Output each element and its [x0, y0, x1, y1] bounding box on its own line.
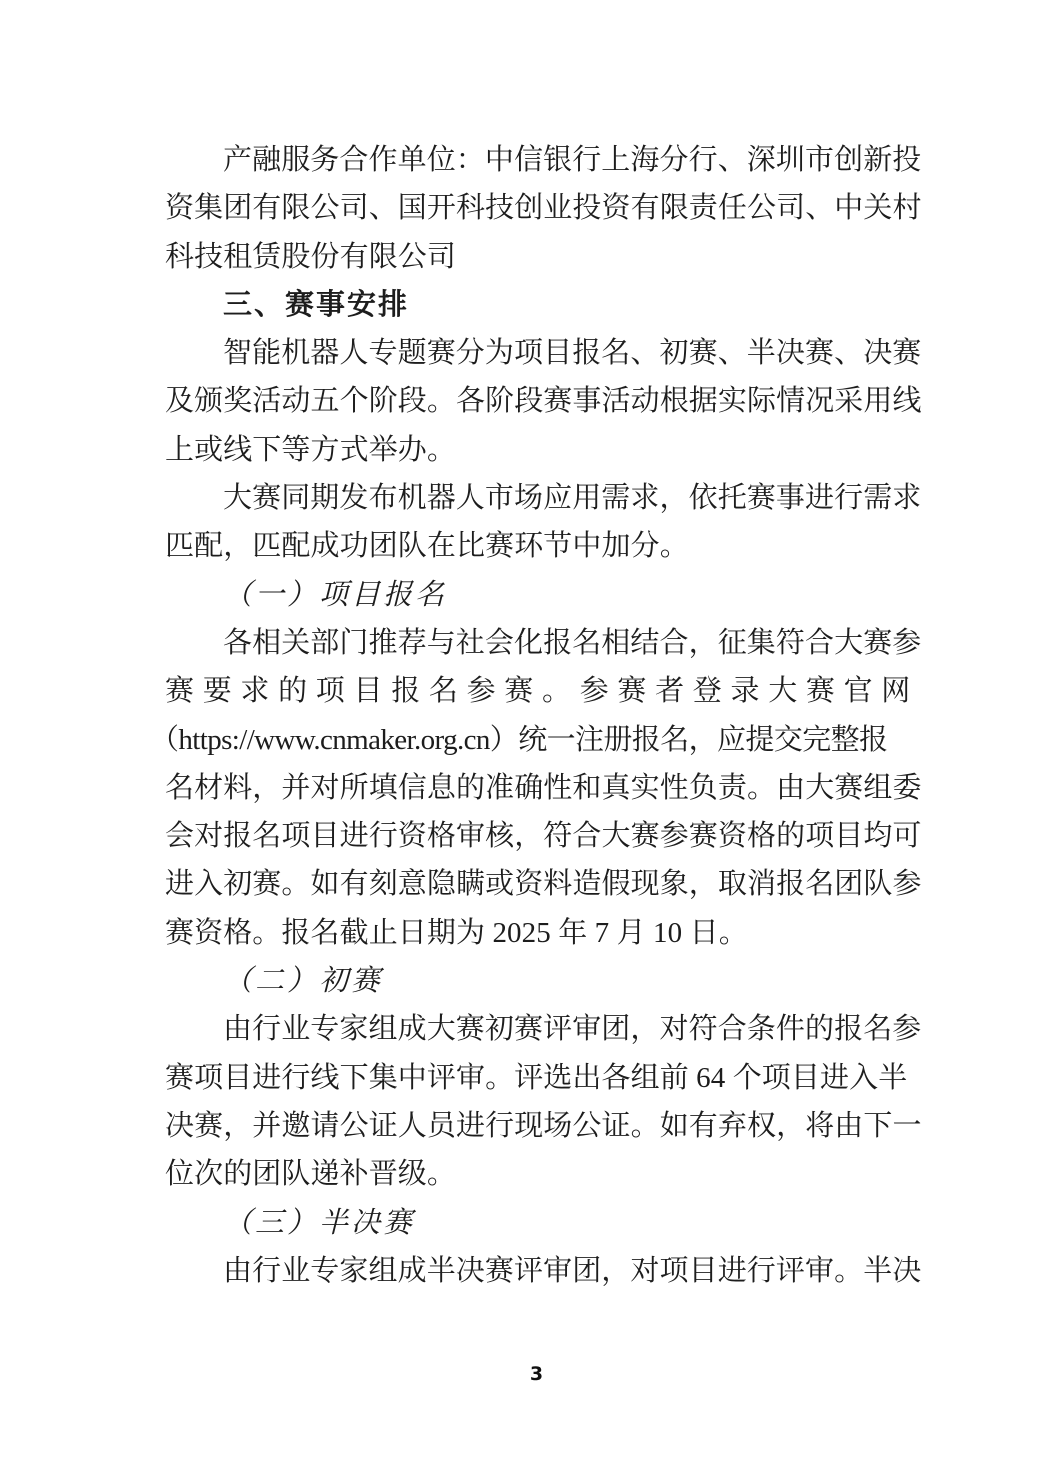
- paragraph-line: 科技租赁股份有限公司: [165, 240, 457, 273]
- paragraph-line: 及颁奖活动五个阶段。各阶段赛事活动根据实际情况采用线: [165, 385, 922, 418]
- paragraph-line: 赛资格。报名截止日期为 2025 年 7 月 10 日。: [165, 916, 748, 949]
- paragraph-line: 赛项目进行线下集中评审。评选出各组前 64 个项目进入半: [165, 1061, 908, 1094]
- paragraph-line: 产融服务合作单位：中信银行上海分行、深圳市创新投: [223, 144, 922, 176]
- paragraph-line: 上或线下等方式举办。: [165, 433, 457, 466]
- paragraph-line: 匹配，匹配成功团队在比赛环节中加分。: [165, 530, 689, 563]
- subsection-heading: （一）项目报名: [223, 578, 448, 611]
- paragraph-line: 决赛，并邀请公证人员进行现场公证。如有弃权，将由下一: [165, 1109, 922, 1142]
- section-heading: 三、赛事安排: [223, 288, 410, 321]
- paragraph-line: 进入初赛。如有刻意隐瞒或资料造假现象，取消报名团队参: [165, 868, 922, 901]
- paragraph-line: 资集团有限公司、国开科技创业投资有限责任公司、中关村: [165, 192, 922, 225]
- page-number: 3: [529, 1363, 544, 1385]
- document-body: [150, 136, 925, 1295]
- paragraph-line-with-url: （https://www.cnmaker.org.cn）统一注册报名，应提交完整报: [150, 723, 888, 756]
- paragraph-line: 赛要求的项目报名参赛。参赛者登录大赛官网: [165, 675, 920, 708]
- paragraph-line: 由行业专家组成半决赛评审团，对项目进行评审。半决: [223, 1254, 922, 1287]
- subsection-heading: （二）初赛: [223, 965, 384, 998]
- subsection-heading: （三）半决赛: [223, 1206, 416, 1239]
- paragraph-line: 由行业专家组成大赛初赛评审团，对符合条件的报名参: [223, 1013, 922, 1046]
- paragraph-line: 名材料，并对所填信息的准确性和真实性负责。由大赛组委: [165, 771, 922, 804]
- paragraph-line: 大赛同期发布机器人市场应用需求，依托赛事进行需求: [223, 482, 922, 515]
- paragraph-line: 智能机器人专题赛分为项目报名、初赛、半决赛、决赛: [223, 337, 922, 370]
- paragraph-line: 各相关部门推荐与社会化报名相结合，征集符合大赛参: [223, 626, 922, 659]
- paragraph-line: 会对报名项目进行资格审核，符合大赛参赛资格的项目均可: [165, 820, 922, 853]
- paragraph-line: 位次的团队递补晋级。: [165, 1158, 457, 1191]
